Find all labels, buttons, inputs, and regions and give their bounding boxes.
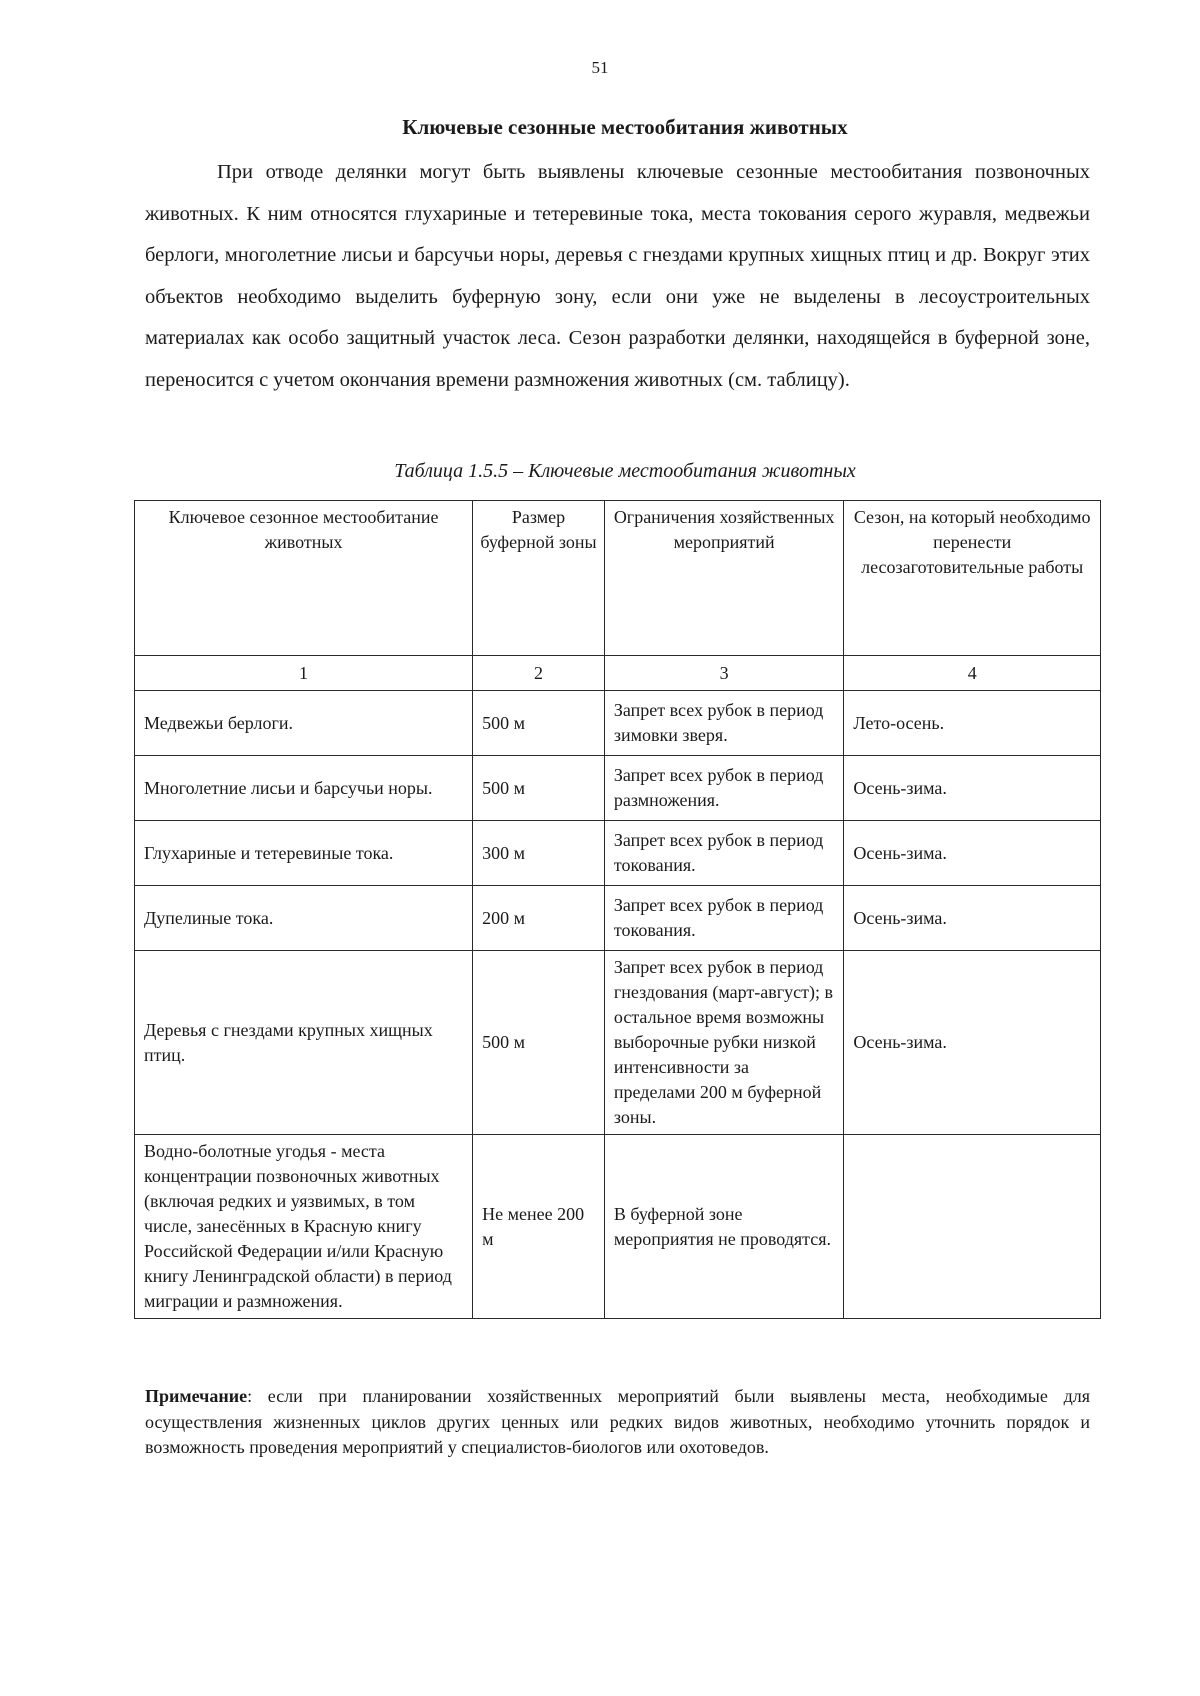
table-row [135,691,1101,756]
habitat-cell: Дупелиные тока. [135,886,473,951]
note-text: : если при планировании хозяйственных мероприятий были выявлены места, необходимые для осуществления жизненных циклов других ценных или редких видов животных, необходимо уточнить порядок и возможность проведения мероприятий у специалистов-биологов или охотоведов. [145,1386,1090,1457]
habitats-table [134,500,1101,1319]
intro-paragraph: При отводе делянки могут быть выявлены ключевые сезонные местообитания позвоночных животных. К ним относятся глухариные и тетеревиные тока, места токования серого журавля, медвежьи берлоги, многолетние лисьи и барсучьи норы, деревья с гнездами крупных хищных птиц и др. Вокруг этих объектов необходимо выделить буферную зону, если они уже не выделены в лесоустроительных материалах как особо защитный участок леса. Сезон разработки делянки, находящейся в буферной зоне, переносится с учетом окончания времени размножения животных (см. таблицу). [145,161,1090,391]
habitat-cell: Многолетние лисьи и барсучьи норы. [135,756,473,821]
season-cell: Осень-зима. [844,886,1101,951]
page-number: 51 [591,58,609,77]
column-number: 4 [844,656,1101,691]
buffer-cell: 500 м [473,951,605,1135]
restriction-cell: Запрет всех рубок в период зимовки зверя. [604,691,843,756]
table-row [135,821,1101,886]
section-title: Ключевые сезонные местообитания животных [402,115,848,139]
buffer-cell: 500 м [473,691,605,756]
season-cell: Осень-зима. [844,821,1101,886]
season-cell [844,1135,1101,1319]
table-caption: Таблица 1.5.5 – Ключевые местообитания животных [394,460,856,482]
season-cell: Лето-осень. [844,691,1101,756]
habitat-cell: Глухариные и тетеревиные тока. [135,821,473,886]
table-header-row [135,501,1101,656]
restriction-cell: Запрет всех рубок в период гнездования (март-август); в остальное время возможны выборочные рубки низкой интенсивности за пределами 200 м буферной зоны. [604,951,843,1135]
restriction-cell: Запрет всех рубок в период токования. [604,886,843,951]
table-note [145,1384,1090,1461]
restriction-cell: В буферной зоне мероприятия не проводятся. [604,1135,843,1319]
table-row [135,1135,1101,1319]
header-cell: Ключевое сезонное местообитание животных [135,501,473,656]
buffer-cell: 500 м [473,756,605,821]
restriction-cell: Запрет всех рубок в период токования. [604,821,843,886]
buffer-cell: 300 м [473,821,605,886]
header-cell: Ограничения хозяйственных мероприятий [604,501,843,656]
table-row [135,886,1101,951]
column-number-row [135,656,1101,691]
table-row [135,951,1101,1135]
habitat-cell: Медвежьи берлоги. [135,691,473,756]
buffer-cell: 200 м [473,886,605,951]
buffer-cell: Не менее 200 м [473,1135,605,1319]
column-number: 2 [473,656,605,691]
column-number: 3 [604,656,843,691]
header-cell: Сезон, на который необходимо перенести лесозаготовительные работы [844,501,1101,656]
header-cell: Размер буферной зоны [473,501,605,656]
season-cell: Осень-зима. [844,756,1101,821]
habitat-cell: Деревья с гнездами крупных хищных птиц. [135,951,473,1135]
column-number: 1 [135,656,473,691]
restriction-cell: Запрет всех рубок в период размножения. [604,756,843,821]
season-cell: Осень-зима. [844,951,1101,1135]
note-label: Примечание [145,1386,248,1406]
table-row [135,756,1101,821]
habitat-cell: Водно-болотные угодья - места концентрации позвоночных животных (включая редких и уязвимых, в том числе, занесённых в Красную книгу Российской Федерации и/или Красную книгу Ленинградской области) в период миграции и размножения. [135,1135,473,1319]
